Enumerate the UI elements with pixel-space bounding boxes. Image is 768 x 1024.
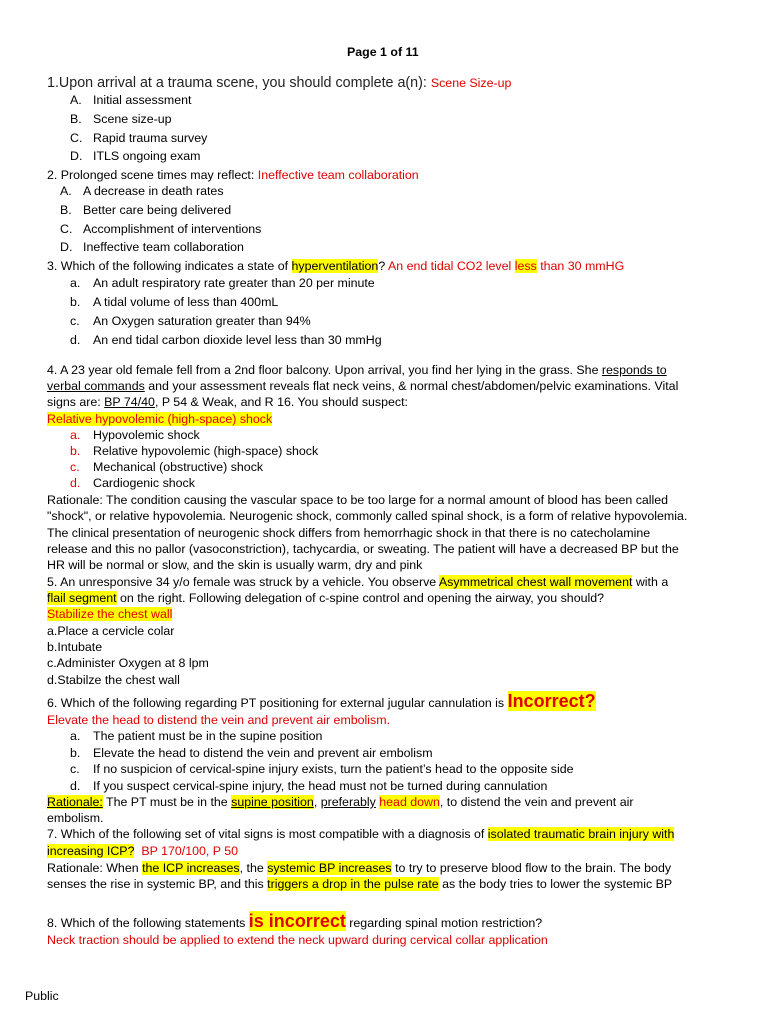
question-6-rationale	[47, 795, 633, 810]
question-2-answer: Ineffective team collaboration	[257, 168, 419, 182]
q3-option-text: An adult respiratory rate greater than 20 per minute	[93, 276, 375, 290]
q2-option-letter: B.	[60, 203, 72, 217]
rationale-line: HR will be normal or slow, and the skin is usually warm, dry and pink	[47, 558, 423, 572]
q2-option-letter: D.	[60, 240, 73, 254]
q3-option-text: An end tidal carbon dioxide level less than 30 mmHg	[93, 333, 382, 347]
question-4-stem: 4. A 23 year old female fell from a 2nd floor balcony. Upon arrival, you find her lying in the grass. She	[47, 363, 602, 377]
q1-option-text: ITLS ongoing exam	[93, 149, 201, 163]
rationale-line: release and this no pallor (vasoconstriction), tachycardia, or sweating. The patient will have a decreased BP but the	[47, 542, 679, 556]
q2-option-text: Ineffective team collaboration	[83, 240, 244, 254]
q6-option-text: Elevate the head to distend the vein and prevent air embolism	[93, 746, 433, 760]
q3-option-text: A tidal volume of less than 400mL	[93, 295, 279, 309]
q1-option-letter: D.	[70, 149, 83, 163]
q6-option-text: If no suspicion of cervical-spine injury exists, turn the patient’s head to the opposite side	[93, 762, 574, 776]
question-3-stem-end: ?	[378, 259, 388, 273]
q4-option-text: Cardiogenic shock	[93, 476, 195, 490]
highlight: the ICP increases	[142, 861, 240, 875]
question-4-stem: and your assessment reveals flat neck veins, & normal chest/abdomen/pelvic examinations. Vital	[144, 379, 679, 393]
question-5-line-2	[47, 591, 604, 606]
q3-option-letter: c.	[70, 314, 80, 328]
question-4-answer	[47, 412, 272, 427]
q1-option-text: Scene size-up	[93, 112, 172, 126]
question-5-answer	[47, 607, 172, 622]
underlined-text: verbal commands	[47, 379, 145, 393]
highlight: flail segment	[47, 591, 117, 605]
rationale-label: Rationale:	[47, 795, 103, 809]
page-number: Page 1 of 11	[347, 45, 419, 59]
question-4-line-2	[47, 379, 678, 394]
question-7-answer: BP 170/100, P 50	[134, 844, 239, 858]
question-5-line-1	[47, 575, 668, 590]
q1-option-letter: B.	[70, 112, 82, 126]
question-7-rationale-2	[47, 877, 672, 892]
question-3-answer: An end tidal CO2 level	[387, 259, 515, 273]
question-6	[47, 691, 596, 713]
question-7-line-2	[47, 844, 238, 859]
q6-option-text: The patient must be in the supine position	[93, 729, 323, 743]
question-1-answer: Scene Size-up	[430, 76, 512, 90]
question-5-stem: 5. An unresponsive 34 y/o female was struck by a vehicle. You observe	[47, 575, 439, 589]
question-7-line-1	[47, 827, 674, 842]
question-3-answer-highlight: less	[514, 259, 537, 273]
q4-option-letter: b.	[70, 444, 81, 458]
rationale-text: The PT must be in the	[102, 795, 232, 809]
q6-option-letter: d.	[70, 779, 81, 793]
rationale-line: "shock", or relative hypovolemia. Neurogenic shock, commonly called spinal shock, is a form of relative hypovolemia.	[47, 509, 688, 523]
rationale-line: Rationale: The condition causing the vascular space to be too large for a normal amount of blood has been called	[47, 493, 669, 507]
highlight: systemic BP increases	[267, 861, 392, 875]
question-2	[47, 168, 419, 183]
rationale-text: as the body tries to lower the systemic BP	[438, 877, 673, 891]
rationale-text: senses the rise in systemic BP, and this	[47, 877, 268, 891]
question-5-stem: with a	[632, 575, 669, 589]
highlight: Asymmetrical chest wall movement	[438, 575, 633, 589]
question-3-stem: 3. Which of the following indicates a state of	[47, 259, 292, 273]
q6-option-letter: b.	[70, 746, 81, 760]
q3-option-text: An Oxygen saturation greater than 94%	[93, 314, 311, 328]
q2-option-text: A decrease in death rates	[83, 184, 224, 198]
question-3	[47, 259, 624, 274]
q6-option-letter: a.	[70, 729, 81, 743]
q3-option-letter: b.	[70, 295, 81, 309]
question-4-stem: , P 54 & Weak, and R 16. You should suspect:	[154, 395, 408, 409]
q2-option-text: Accomplishment of interventions	[83, 222, 262, 236]
underlined-text: BP 74/40	[104, 395, 155, 409]
q2-option-letter: A.	[60, 184, 72, 198]
rationale-text: Rationale: When	[47, 861, 143, 875]
q1-option-letter: C.	[70, 131, 83, 145]
q5-option: c.Administer Oxygen at 8 lpm	[47, 656, 209, 670]
question-8-emphasis: is incorrect	[248, 911, 346, 931]
q5-option: d.Stabilze the chest wall	[47, 673, 180, 687]
underlined-text: responds to	[601, 363, 667, 377]
question-1-stem: 1.Upon arrival at a trauma scene, you should complete a(n):	[47, 75, 431, 91]
rationale-text: , the	[239, 861, 268, 875]
rationale-text: embolism.	[47, 811, 104, 825]
highlight: supine position	[231, 795, 314, 809]
q1-option-text: Rapid trauma survey	[93, 131, 208, 145]
q4-option-letter: a.	[70, 428, 81, 442]
q6-option-letter: c.	[70, 762, 80, 776]
question-6-emphasis: Incorrect?	[507, 691, 596, 711]
rationale-text: ,	[313, 795, 321, 809]
question-6-answer: Elevate the head to distend the vein and prevent air embolism.	[47, 713, 391, 727]
footer-label: Public	[25, 989, 59, 1003]
question-3-answer-end: than 30 mmHG	[536, 259, 625, 273]
question-4-answer-text: Relative hypovolemic (high-space) shock	[47, 412, 273, 426]
question-8-stem: 8. Which of the following statements	[47, 916, 249, 930]
q1-option-text: Initial assessment	[93, 93, 192, 107]
q3-option-letter: a.	[70, 276, 81, 290]
q6-option-text: If you suspect cervical-spine injury, the head must not be turned during cannulation	[93, 779, 548, 793]
q2-option-letter: C.	[60, 222, 73, 236]
question-4-line-3	[47, 395, 408, 410]
q4-option-text: Hypovolemic shock	[93, 428, 200, 442]
highlight: isolated traumatic brain injury with	[487, 827, 675, 841]
question-6-stem: 6. Which of the following regarding PT positioning for external jugular cannulation is	[47, 696, 508, 710]
q5-option: b.Intubate	[47, 640, 103, 654]
highlight: triggers a drop in the pulse rate	[267, 877, 439, 891]
q4-option-text: Relative hypovolemic (high-space) shock	[93, 444, 319, 458]
underlined-text: preferably	[320, 795, 376, 809]
highlight: hyperventilation	[291, 259, 379, 273]
q4-option-text: Mechanical (obstructive) shock	[93, 460, 264, 474]
question-8-answer: Neck traction should be applied to extend the neck upward during cervical collar application	[47, 933, 548, 947]
q1-option-letter: A.	[70, 93, 82, 107]
rationale-text: to try to preserve blood flow to the brain. The body	[391, 861, 672, 875]
q2-option-text: Better care being delivered	[83, 203, 232, 217]
q4-option-letter: d.	[70, 476, 81, 490]
q5-option: a.Place a cervicle colar	[47, 624, 175, 638]
q3-option-letter: d.	[70, 333, 81, 347]
question-8	[47, 911, 542, 933]
question-7-rationale-1	[47, 861, 671, 876]
question-7-stem: 7. Which of the following set of vital signs is most compatible with a diagnosis of	[47, 827, 488, 841]
q4-option-letter: c.	[70, 460, 80, 474]
rationale-text: , to distend the vein and prevent air	[439, 795, 634, 809]
rationale-line: The clinical presentation of neurogenic shock differs from hemorrhagic shock in that there is no catecholamine	[47, 526, 651, 540]
question-4-line-1	[47, 363, 667, 378]
highlight: increasing ICP?	[47, 844, 135, 858]
question-8-stem: regarding spinal motion restriction?	[345, 916, 543, 930]
highlight: head down	[379, 795, 440, 809]
question-2-stem: 2. Prolonged scene times may reflect:	[47, 168, 258, 182]
question-5-stem: on the right. Following delegation of c-spine control and opening the airway, you should?	[116, 591, 605, 605]
question-1	[47, 76, 511, 91]
question-5-answer-text: Stabilize the chest wall	[47, 607, 173, 621]
question-4-stem: signs are:	[47, 395, 105, 409]
